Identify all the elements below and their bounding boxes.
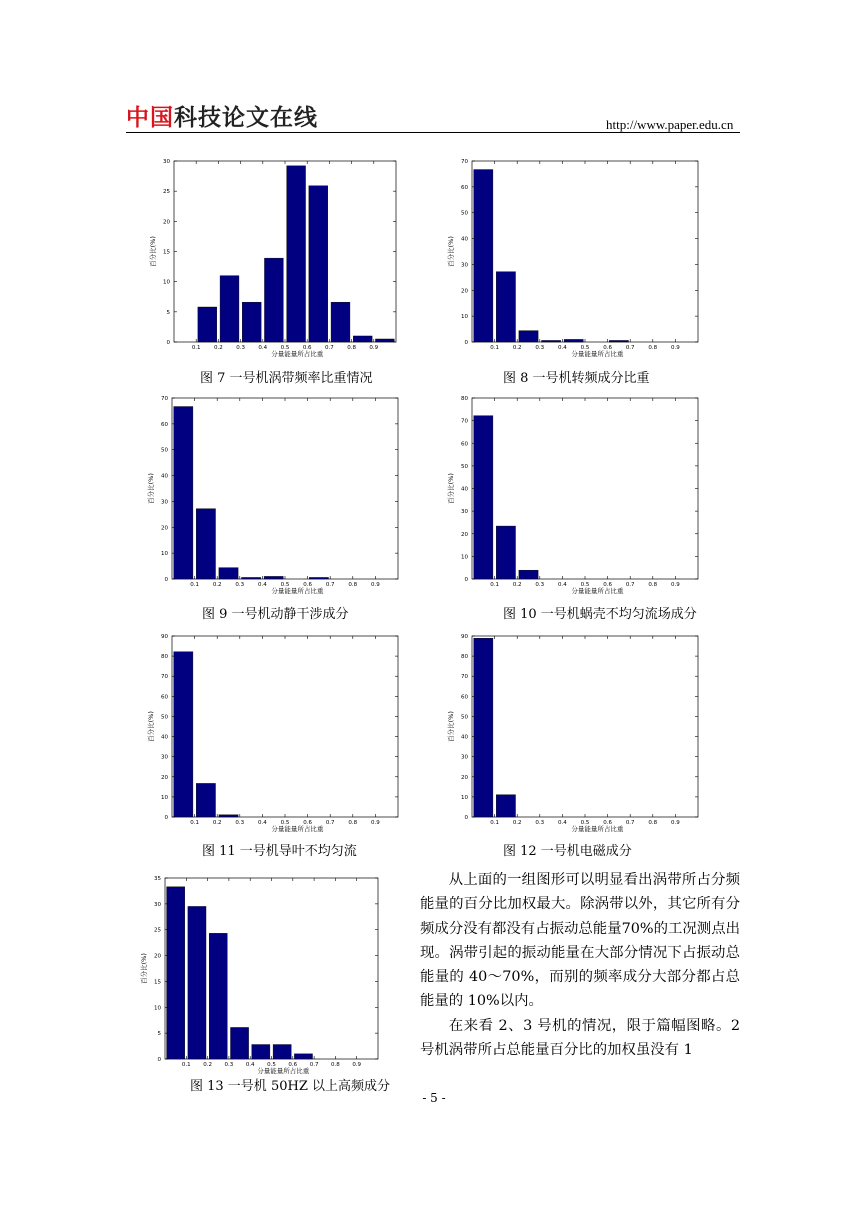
- x-tick-label: 0.6: [303, 582, 312, 588]
- figure-7-caption: 图 7 一号机涡带频率比重情况: [200, 371, 373, 386]
- x-tick-label: 0.1: [190, 820, 199, 826]
- bar: [273, 1045, 291, 1059]
- x-tick-label: 0.9: [671, 582, 680, 588]
- figure-9-chart: [140, 392, 400, 597]
- x-tick-label: 0.9: [671, 345, 680, 351]
- x-tick-label: 0.1: [181, 1062, 191, 1068]
- x-tick-label: 0.3: [235, 820, 245, 826]
- x-tick-label: 0.7: [625, 820, 635, 826]
- y-tick-label: 60: [461, 441, 468, 448]
- x-tick-label: 0.8: [331, 1062, 340, 1068]
- figure-10-chart: [442, 392, 702, 597]
- x-tick-label: 0.7: [325, 820, 335, 826]
- x-axis-label: 分量能量所占比重: [271, 350, 324, 358]
- y-tick-label: 30: [161, 499, 168, 506]
- x-tick-label: 0.6: [303, 820, 312, 826]
- y-tick-label: 10: [461, 554, 468, 561]
- y-tick-label: 0: [164, 815, 168, 821]
- x-tick-label: 0.9: [371, 820, 380, 826]
- x-tick-label: 0.2: [212, 582, 222, 588]
- x-tick-label: 0.5: [580, 345, 590, 351]
- x-tick-label: 0.9: [369, 345, 379, 351]
- x-tick-label: 0.7: [625, 345, 635, 351]
- y-axis-label: 百分比(%): [147, 711, 155, 742]
- x-tick-label: 0.4: [558, 345, 567, 351]
- bar: [474, 416, 493, 579]
- figure-11-caption: 图 11 一号机导叶不均匀流: [202, 844, 357, 859]
- bar: [264, 576, 283, 579]
- y-tick-label: 50: [161, 714, 168, 721]
- bar: [564, 339, 583, 342]
- x-tick-label: 0.3: [236, 345, 245, 351]
- y-axis-label: 百分比(%): [149, 236, 157, 267]
- x-tick-label: 0.4: [258, 345, 268, 351]
- y-tick-label: 90: [461, 634, 468, 640]
- y-tick-label: 50: [461, 210, 468, 217]
- x-tick-label: 0.6: [288, 1062, 298, 1068]
- paragraph-2: 在来看 2、3 号机的情况，限于篇幅图略。2 号机涡带所占总能量百分比的加权虽没有 1: [420, 1017, 740, 1059]
- y-tick-label: 10: [163, 279, 170, 286]
- y-tick-label: 10: [161, 794, 168, 801]
- bar: [309, 186, 328, 342]
- x-tick-label: 0.4: [245, 1062, 255, 1068]
- x-tick-label: 0.9: [671, 820, 680, 826]
- x-tick-label: 0.8: [347, 345, 356, 351]
- y-tick-label: 50: [461, 714, 468, 721]
- y-tick-label: 60: [161, 694, 168, 701]
- y-tick-label: 80: [461, 654, 468, 661]
- x-tick-label: 0.2: [203, 1062, 212, 1068]
- y-tick-label: 30: [461, 754, 468, 761]
- bar: [209, 933, 227, 1059]
- y-axis-label: 百分比(%): [447, 236, 455, 267]
- bar: [496, 795, 515, 817]
- bar: [496, 526, 515, 579]
- figure-13-chart: [137, 872, 387, 1075]
- bar: [252, 1045, 270, 1059]
- figure-8-caption: 图 8 一号机转频成分比重: [503, 371, 650, 386]
- y-tick-label: 30: [461, 509, 468, 516]
- x-tick-label: 0.3: [224, 1062, 234, 1068]
- bar: [174, 652, 193, 817]
- bar: [331, 302, 350, 342]
- bar: [219, 568, 238, 579]
- x-tick-label: 0.2: [212, 820, 222, 826]
- x-tick-label: 0.2: [512, 345, 522, 351]
- logo-dark-text: 科技论文在线: [174, 105, 318, 131]
- x-tick-label: 0.2: [512, 820, 522, 826]
- x-tick-label: 0.4: [558, 582, 567, 588]
- y-axis-label: 百分比(%): [140, 953, 148, 984]
- y-tick-label: 80: [461, 396, 468, 402]
- y-tick-label: 5: [157, 1031, 161, 1038]
- y-tick-label: 20: [461, 531, 468, 538]
- x-tick-label: 0.3: [535, 345, 545, 351]
- y-tick-label: 20: [461, 774, 468, 781]
- y-tick-label: 5: [166, 309, 170, 316]
- x-tick-label: 0.1: [490, 820, 499, 826]
- x-tick-label: 0.6: [302, 345, 312, 351]
- figure-7-chart: [140, 155, 400, 360]
- x-tick-label: 0.9: [371, 582, 380, 588]
- bar: [609, 340, 628, 342]
- bar: [188, 906, 206, 1059]
- bar: [220, 276, 239, 342]
- x-tick-label: 0.5: [280, 582, 290, 588]
- y-tick-label: 40: [461, 734, 468, 741]
- header-rule: [126, 132, 740, 133]
- y-tick-label: 30: [461, 262, 468, 269]
- x-tick-label: 0.5: [280, 820, 290, 826]
- bar: [519, 331, 538, 342]
- y-tick-label: 50: [461, 463, 468, 470]
- y-tick-label: 20: [461, 288, 468, 295]
- x-tick-label: 0.8: [648, 582, 658, 588]
- x-tick-label: 0.9: [352, 1062, 362, 1068]
- figure-13-caption: 图 13 一号机 50HZ 以上高频成分: [190, 1079, 390, 1094]
- y-tick-label: 60: [161, 421, 168, 428]
- y-tick-label: 20: [161, 774, 168, 781]
- figure-12-chart: [442, 630, 702, 835]
- x-axis-label: 分量能量所占比重: [271, 825, 324, 833]
- x-tick-label: 0.5: [267, 1062, 276, 1068]
- y-tick-label: 70: [161, 396, 168, 402]
- bar: [353, 336, 372, 342]
- paragraph-1: 从上面的一组图形可以明显看出涡带所占分频能量的百分比加权最大。除涡带以外，其它所有分频成分没有都没有占振动总能量70%的工况测点出现。涡带引起的振动能量在大部分情况下占振动总能量的 40～70%，而别的频率成分大部分都占总能量的 10%以内。: [420, 872, 740, 1010]
- figure-9-caption: 图 9 一号机动静干涉成分: [202, 607, 349, 622]
- bar: [541, 340, 560, 342]
- bar: [474, 170, 493, 342]
- y-tick-label: 10: [461, 794, 468, 801]
- bar: [496, 272, 515, 342]
- bar: [174, 407, 193, 579]
- y-tick-label: 0: [464, 340, 468, 346]
- x-tick-label: 0.6: [603, 820, 612, 826]
- x-tick-label: 0.7: [309, 1062, 319, 1068]
- y-tick-label: 60: [461, 694, 468, 701]
- y-tick-label: 40: [161, 734, 168, 741]
- bar: [474, 638, 493, 817]
- y-tick-label: 0: [166, 340, 170, 346]
- x-axis-label: 分量能量所占比重: [257, 1067, 310, 1075]
- x-tick-label: 0.5: [280, 345, 290, 351]
- y-tick-label: 70: [461, 674, 468, 681]
- x-axis-label: 分量能量所占比重: [571, 587, 624, 595]
- y-tick-label: 30: [161, 754, 168, 761]
- bar: [230, 1027, 248, 1059]
- y-tick-label: 70: [461, 159, 468, 165]
- x-tick-label: 0.7: [625, 582, 635, 588]
- y-tick-label: 30: [154, 901, 161, 908]
- x-axis-label: 分量能量所占比重: [571, 825, 624, 833]
- bar: [264, 258, 283, 342]
- y-tick-label: 20: [154, 953, 161, 960]
- y-tick-label: 10: [154, 1005, 161, 1012]
- y-tick-label: 25: [163, 189, 170, 196]
- bar: [198, 307, 217, 342]
- x-tick-label: 0.3: [235, 582, 245, 588]
- bar: [241, 577, 260, 579]
- figure-11-chart: [140, 630, 400, 835]
- x-tick-label: 0.3: [535, 582, 545, 588]
- x-tick-label: 0.6: [603, 582, 612, 588]
- y-axis-label: 百分比(%): [447, 473, 455, 504]
- x-tick-label: 0.1: [190, 582, 199, 588]
- x-tick-label: 0.1: [191, 345, 201, 351]
- bar: [287, 166, 306, 342]
- y-tick-label: 60: [461, 184, 468, 191]
- x-tick-label: 0.8: [648, 345, 658, 351]
- y-axis-label: 百分比(%): [447, 711, 455, 742]
- x-tick-label: 0.8: [348, 820, 358, 826]
- figure-8-chart: [442, 155, 702, 360]
- y-tick-label: 40: [161, 473, 168, 480]
- body-text: [420, 868, 740, 1062]
- plot-frame: [472, 636, 698, 817]
- y-tick-label: 0: [157, 1057, 161, 1063]
- bar: [519, 570, 538, 579]
- x-tick-label: 0.8: [648, 820, 658, 826]
- y-tick-label: 20: [163, 219, 170, 226]
- y-tick-label: 30: [163, 159, 170, 165]
- bar: [375, 339, 394, 342]
- x-tick-label: 0.2: [214, 345, 223, 351]
- x-tick-label: 0.6: [603, 345, 612, 351]
- y-tick-label: 20: [161, 525, 168, 532]
- logo-red-text: 中国: [126, 105, 174, 131]
- y-tick-label: 70: [161, 674, 168, 681]
- y-tick-label: 0: [464, 577, 468, 583]
- header-url[interactable]: http://www.paper.edu.cn: [606, 117, 734, 132]
- y-tick-label: 70: [461, 418, 468, 425]
- y-tick-label: 50: [161, 447, 168, 454]
- y-tick-label: 35: [154, 876, 161, 882]
- journal-logo: [126, 104, 318, 132]
- y-tick-label: 10: [161, 551, 168, 558]
- x-tick-label: 0.4: [258, 820, 267, 826]
- x-axis-label: 分量能量所占比重: [571, 350, 624, 358]
- y-axis-label: 百分比(%): [147, 473, 155, 504]
- bar: [242, 302, 261, 342]
- y-tick-label: 15: [154, 979, 161, 986]
- y-tick-label: 0: [464, 815, 468, 821]
- x-tick-label: 0.7: [325, 345, 334, 351]
- y-tick-label: 0: [164, 577, 168, 583]
- x-tick-label: 0.8: [348, 582, 358, 588]
- y-tick-label: 10: [461, 314, 468, 321]
- y-tick-label: 80: [161, 654, 168, 661]
- y-tick-label: 90: [161, 634, 168, 640]
- bar: [167, 887, 185, 1059]
- y-tick-label: 40: [461, 486, 468, 493]
- y-tick-label: 40: [461, 236, 468, 243]
- x-tick-label: 0.2: [512, 582, 522, 588]
- x-tick-label: 0.4: [258, 582, 267, 588]
- x-axis-label: 分量能量所占比重: [271, 587, 324, 595]
- figure-10-caption: 图 10 一号机蜗壳不均匀流场成分: [503, 607, 697, 622]
- bar: [196, 509, 215, 579]
- bar: [219, 815, 238, 817]
- page-number: - 5 -: [422, 1091, 446, 1105]
- y-tick-label: 25: [154, 927, 161, 934]
- bar: [196, 783, 215, 817]
- figure-12-caption: 图 12 一号机电磁成分: [503, 844, 632, 859]
- x-tick-label: 0.3: [535, 820, 545, 826]
- bar: [309, 577, 328, 579]
- x-tick-label: 0.4: [558, 820, 567, 826]
- x-tick-label: 0.5: [580, 820, 590, 826]
- y-tick-label: 15: [163, 249, 170, 256]
- x-tick-label: 0.7: [325, 582, 335, 588]
- x-tick-label: 0.1: [490, 582, 499, 588]
- bar: [294, 1054, 312, 1059]
- x-tick-label: 0.5: [580, 582, 590, 588]
- x-tick-label: 0.1: [490, 345, 499, 351]
